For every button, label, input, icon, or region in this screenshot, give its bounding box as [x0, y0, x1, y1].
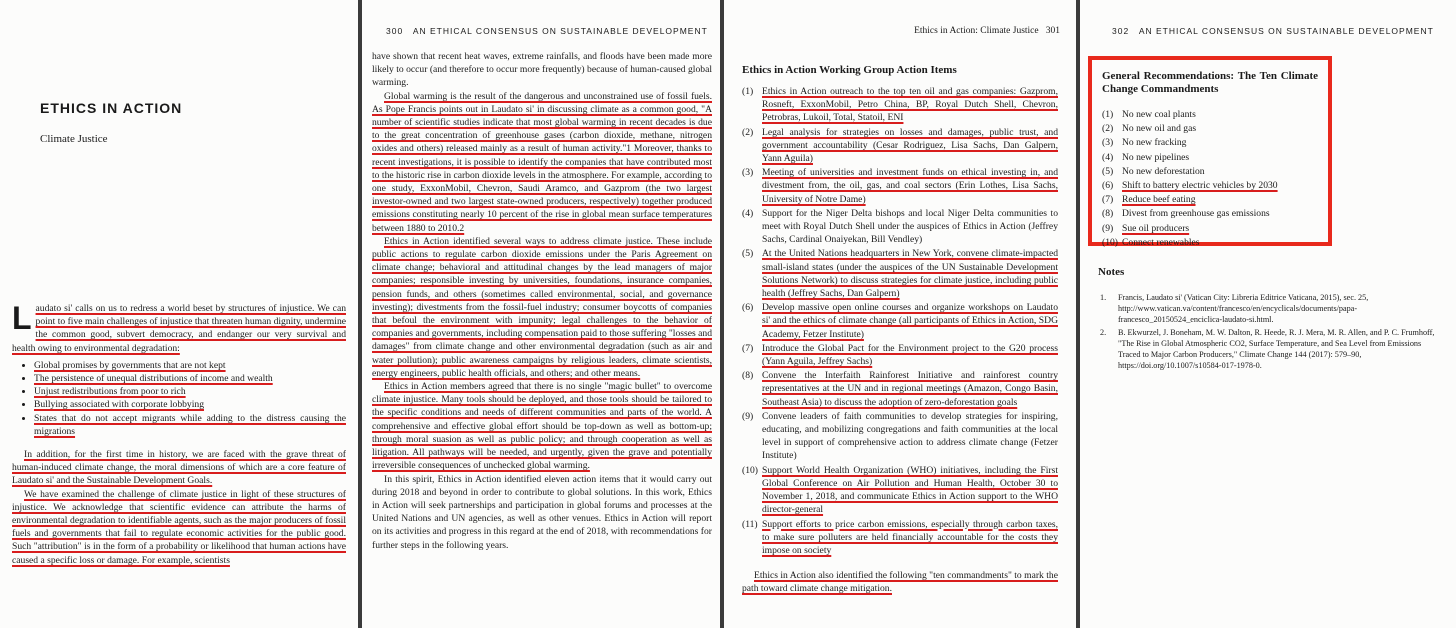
paragraph: In this spirit, Ethics in Action identified eleven action items that it would carry out during 2018 and beyond in order to contribute to global solutions. In this work, Ethics in Action will seek partnerships and participation in global forums and processes at the United Nations and UN agencies, as well as other venues. Ethics in Action will report on its activities and progress in this regard at the end of 2018, with recommendations for further steps in the following years. [372, 473, 712, 551]
page-number: 301 [1045, 26, 1060, 36]
list-item: (3) No new fracking [1102, 137, 1187, 149]
list-item: (6) Shift to battery electric vehicles by 2030 [1102, 180, 1278, 192]
page-number: 302 [1112, 26, 1130, 36]
commandments-highlight-box [1088, 56, 1332, 246]
list-item: (4) Support for the Niger Delta bishops and local Niger Delta communities to meet with Royal Dutch Shell under the auspices of Ethics in Action (Jeffrey Sachs, Cardinal Onaiyekan, Bill Vendley) [742, 207, 1058, 246]
intro-text: audato si' calls on us to redress a world beset by structures of injustice. We can point to five main challenges of injustice that threaten human dignity, undermine the common good, subvert democracy, and endanger our very survival and health owing to environmental degradation: [12, 303, 346, 354]
running-header [1112, 26, 1434, 36]
paragraph: Ethics in Action identified several ways to address climate justice. These include public actions to regulate carbon dioxide emissions under the Paris Agreement on climate change; behavioral and attitudinal changes by the lead managers of major companies; responsible investing by universities, foundations, insurance companies, pension funds, and others (sometimes called environmental, social, and governance investing); divestments from the fossil-fuel industry; consumer boycotts of companies that befoul the environment with impunity; legal challenges to the behavior of companies and governments, including compensation paid to those suffering "losses and damages" from climate change and other environmental degradation (such as air and water pollution); public awareness campaigns by religious leaders, climate scientists, energy engineers, public health officials, and others; and other means. [372, 235, 712, 379]
running-header [386, 26, 708, 36]
list-item: (7) Reduce beef eating [1102, 194, 1196, 206]
list-item: (6) Develop massive open online courses and organize workshops on Laudato si' and the ethics of climate change (all participants of Ethics in Action, SDG Academy, Fetzer Institute) [742, 302, 1058, 340]
action-items-heading: Ethics in Action Working Group Action Items [742, 64, 957, 76]
list-item: • States that do not accept migrants while adding to the distress causing the migrations [34, 412, 346, 438]
list-item: (1) Ethics in Action outreach to the top ten oil and gas companies: Gazprom, Rosneft, ExxonMobil, Petro China, BP, Royal Dutch Shell, Chevron, Petrobras, Lukoil, Total, Statoil, ENI [742, 86, 1058, 124]
list-item: (11) Support efforts to price carbon emissions, especially through carbon taxes, to make sure polluters are held financially accountable for the costs they impose on society [742, 518, 1058, 556]
list-item: (10) Support World Health Organization (WHO) initiatives, including the First Global Conference on Air Pollution and Human Health, October 30 to November 1, 2018, and communicate Ethics in Action support to the WHO director-general [742, 464, 1058, 516]
list-item: (7) Introduce the Global Pact for the Environment project to the G20 process (Yann Aguila, Jeffrey Sachs) [742, 342, 1058, 368]
list-item: (10) Connect renewables [1102, 236, 1200, 248]
list-item: • The persistence of unequal distributions of income and wealth [34, 372, 346, 385]
notes-list [1098, 292, 1436, 373]
section-subtitle: Climate Justice [40, 133, 108, 145]
book-page-302 [1080, 0, 1456, 628]
list-item: (2) No new oil and gas [1102, 123, 1197, 135]
book-page-300 [362, 0, 720, 628]
paragraph: We have examined the challenge of climate justice in light of these structures of injustice. We acknowledge that scientific evidence can attribute the harms of environmental degradation to identifiable agents, such as the major producers of fossil fuels and governments that fail to regulate economic activities for the public good. Such "attribution" is in the form of a probability or likelihood that human actions have caused a specific loss or damage. For example, scientists [12, 488, 346, 566]
section-title: ETHICS IN ACTION [40, 100, 183, 116]
list-item: (9) Sue oil producers [1102, 222, 1190, 234]
list-item: (2) Legal analysis for strategies on losses and damages, public trust, and government accountability (Cesar Rodriguez, Lisa Sachs, Dan Galpern, Yann Aguila) [742, 126, 1058, 165]
paragraph: In addition, for the first time in history, we are faced with the grave threat of human-induced climate change, the moral dimensions of which are a core feature of Laudato si' and the Sustainable Development Goals. [12, 449, 346, 487]
list-item: (5) At the United Nations headquarters in New York, convene climate-impacted small-island states (under the auspices of the UN Sustainable Development Solutions Network) to discuss strategies for climate justice, including public health (Jeffrey Sachs, Dan Galpern) [742, 248, 1058, 300]
list-item: (5) No new deforestation [1102, 165, 1205, 177]
paragraph: have shown that recent heat waves, extreme rainfalls, and floods have been made more likely to occur (and therefore to occur more frequently) because of human-caused global warming. [372, 51, 712, 89]
intro-paragraph [12, 302, 346, 355]
injustice-list [12, 359, 346, 438]
page3-body [742, 64, 1058, 596]
book-page-301 [724, 0, 1076, 628]
running-head: Ethics in Action: Climate Justice [914, 26, 1039, 36]
list-item: (3) Meeting of universities and investment funds on ethical investing in, and divestment from, the oil, gas, and coal sectors (Erin Lothes, Lisa Sachs, University of Notre Dame) [742, 167, 1058, 205]
footnote: 1. Francis, Laudato si' (Vatican City: Libreria Editrice Vaticana, 2015), sec. 25, http://www.vatican.va/content/francesco/en/encyclicals/documents/papa-francesco_20150524_enciclica-laudato-si.html. [1100, 293, 1369, 324]
book-page-left [0, 0, 358, 628]
page2-body [372, 50, 712, 552]
list-item: (8) Divest from greenhouse gas emissions [1102, 208, 1270, 220]
page-number: 300 [386, 26, 404, 36]
page1-body [12, 302, 346, 567]
drop-cap: L [12, 300, 32, 336]
footnote: 2. B. Ekwurzel, J. Boneham, M. W. Dalton, R. Heede, R. J. Mera, M. R. Allen, and P. C. Frumhoff, "The Rise in Global Atmospheric CO2, Surface Temperature, and Sea Level from Emissions Traced to Major Carbon Producers," Climate Change 144 (2017): 579–90, https://doi.org/10.1007/s10584-017-1978-0. [1100, 328, 1435, 370]
commandments-title: General Recommendations: The Ten Climate Change Commandments [1102, 70, 1318, 95]
running-head: AN ETHICAL CONSENSUS ON SUSTAINABLE DEVELOPMENT [412, 26, 708, 36]
commandments-list [1102, 108, 1318, 249]
list-item: (9) Convene leaders of faith communities to develop strategies for inspiring, educating, and mobilizing congregations and faith communities at the local level in support of comprehensive action to address climate change (Fetzer Institute) [742, 410, 1058, 462]
list-item: (8) Convene the Interfaith Rainforest Initiative and rainforest country representatives at the UN and in regional meetings (Amazon, Congo Basin, Southeast Asia) to discuss the adoption of zero-deforestation goals [742, 370, 1058, 408]
list-item: • Bullying associated with corporate lobbying [34, 398, 346, 411]
paragraph: Global warming is the result of the dangerous and unconstrained use of fossil fuels. As Pope Francis points out in Laudato si' in discussing climate as a common good, "A number of scientific studies indicate that most global warming in recent decades is due to the great concentration of greenhouse gases (carbon dioxide, methane, nitrogen oxides and others) released mainly as a result of human activity."1 Moreover, thanks to recent investigations, it is possible to identify the companies that have contributed most to the historic rise in carbon dioxide levels in the atmosphere. For example, according to one study, ExxonMobil, Chevron, Saudi Aramco, and Gazprom (the two largest investor-owned and two largest state-owned producers, respectively) together produced emissions constituting nearly 10 percent of the rise in global mean surface temperatures between 1880 to 2010.2 [372, 90, 712, 234]
running-header [914, 26, 1060, 36]
closing-paragraph: Ethics in Action also identified the following "ten commandments" to mark the path toward climate change mitigation. [742, 570, 1058, 595]
list-item: • Global promises by governments that are not kept [34, 359, 346, 372]
running-head: AN ETHICAL CONSENSUS ON SUSTAINABLE DEVELOPMENT [1138, 26, 1434, 36]
list-item: (4) No new pipelines [1102, 151, 1190, 163]
notes-heading: Notes [1098, 266, 1125, 278]
action-items-list [742, 85, 1058, 557]
list-item: (1) No new coal plants [1102, 109, 1196, 120]
list-item: • Unjust redistributions from poor to rich [34, 385, 346, 398]
paragraph: Ethics in Action members agreed that there is no single "magic bullet" to overcome climate injustice. Many tools should be deployed, and those tools should be tailored to the specific conditions and needs of different communities and parts of the world. A comprehensive and effective global effort should be top-down as well as bottom-up; through moral suasion as well as public policy; and through cooperation as well as litigation. All pathways will be needed, and urgently, given the grave and potentially irreversible consequences of unchecked global warming. [372, 381, 712, 472]
